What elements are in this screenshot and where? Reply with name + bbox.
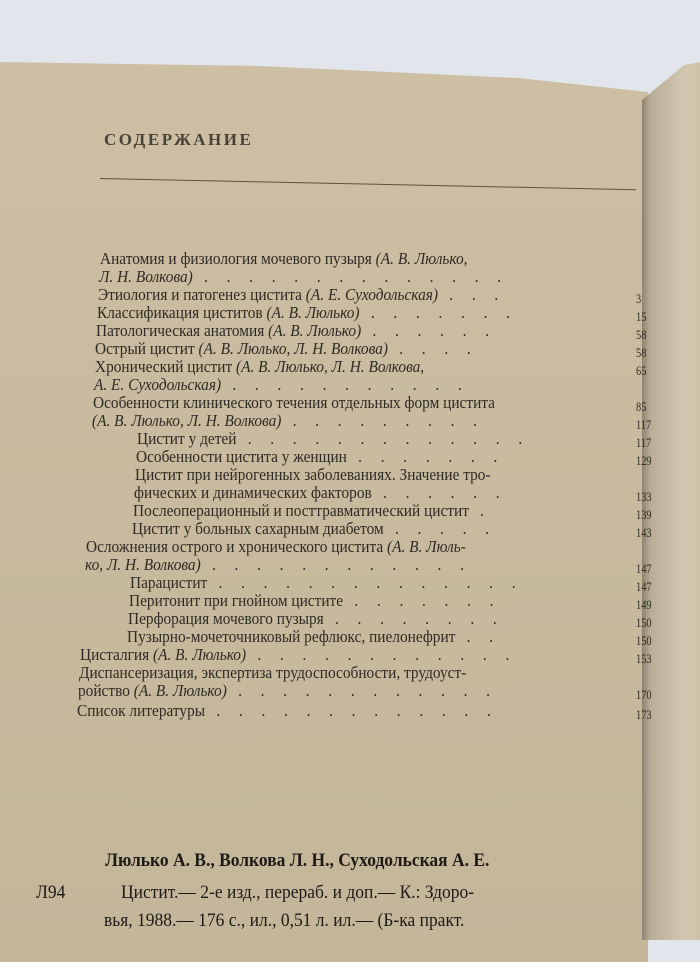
- toc-line: [127, 628, 501, 646]
- page-number: 129: [636, 453, 652, 468]
- toc-line: [77, 702, 498, 720]
- leader-dots: . . . .: [387, 339, 479, 358]
- leader-dots: . . . . .: [383, 519, 497, 538]
- page-number: 117: [636, 435, 652, 450]
- leader-dots: . . . . . . . . . . . .: [246, 645, 517, 664]
- page-number: 3: [636, 291, 642, 306]
- entry-author: (А. Е. Суходольская): [305, 285, 439, 304]
- toc-line: [95, 340, 478, 358]
- entry-title: Этиология и патогенез цистита: [98, 285, 306, 304]
- entry-title: Анатомия и физиология мочевого пузыря: [100, 249, 376, 268]
- toc-line: [78, 682, 497, 700]
- entry-title: Цистит при нейрогенных заболеваниях. Значение тро-: [135, 465, 491, 484]
- entry-title: Патологическая анатомия: [96, 321, 269, 340]
- leader-dots: . . . . . . .: [346, 447, 505, 466]
- toc-line: [128, 610, 504, 628]
- entry-title: ройство: [78, 681, 134, 700]
- bibliography-authors: Люлько А. В., Волкова Л. Н., Суходольская А. Е.: [105, 850, 490, 871]
- toc-line: [85, 556, 471, 574]
- toc-line: [99, 268, 509, 286]
- leader-dots: . . . . . . . . . . . . . .: [192, 267, 509, 286]
- entry-title: Острый цистит: [95, 339, 199, 358]
- entry-title: Классификация циститов: [97, 303, 267, 322]
- page-number: 85: [636, 399, 647, 414]
- leader-dots: . . . . . . . . .: [281, 411, 485, 430]
- page-number: 150: [636, 615, 652, 630]
- toc-line: [86, 538, 466, 556]
- entry-author: (А. В. Люлько, Л. Н. Волкова): [198, 339, 388, 358]
- entry-title: Осложнения острого и хронического цистита: [86, 537, 387, 556]
- toc-line: [80, 646, 517, 664]
- entry-title: Цистит у детей: [137, 429, 237, 448]
- toc-line: [94, 376, 469, 394]
- page-title: СОДЕРЖАНИЕ: [104, 130, 254, 149]
- page-number: 153: [636, 651, 652, 666]
- toc-line: [130, 574, 523, 592]
- leader-dots: . . . . . . . . . . . . .: [205, 701, 499, 720]
- leader-dots: . . .: [438, 285, 506, 304]
- entry-title: Цистит у больных сахарным диабетом: [132, 519, 384, 538]
- entry-title: Список литературы: [77, 701, 206, 720]
- entry-author: (А. В. Люлько): [153, 645, 247, 664]
- page-number: 15: [636, 309, 647, 324]
- toc-line: [93, 394, 495, 412]
- entry-author: А. Е. Суходольская): [94, 375, 222, 394]
- toc-line: [132, 520, 496, 538]
- leader-dots: . . . . . .: [371, 483, 508, 502]
- page-number: 150: [636, 633, 652, 648]
- toc-line: [134, 484, 507, 502]
- entry-author: (А. В. Люлько): [133, 681, 227, 700]
- entry-author: Л. Н. Волкова): [99, 267, 193, 286]
- page-number: 139: [636, 507, 652, 522]
- entry-author: (А. В. Люль-: [386, 537, 466, 556]
- page-number: 58: [636, 345, 647, 360]
- entry-title: Послеоперационный и посттравматический цистит: [133, 501, 469, 520]
- toc-line: [92, 412, 484, 430]
- page-number: 173: [636, 707, 652, 722]
- toc-line: [100, 250, 467, 268]
- toc-line: [137, 430, 530, 448]
- leader-dots: . .: [455, 627, 501, 646]
- page-number: 170: [636, 687, 652, 702]
- leader-dots: . . . . . .: [361, 321, 497, 340]
- page-number: 58: [636, 327, 647, 342]
- toc-line: [129, 592, 501, 610]
- bibliography-code: Л94: [36, 882, 66, 903]
- entry-author: (А. В. Люлько, Л. Н. Волкова): [92, 411, 282, 430]
- toc-line: [98, 286, 506, 304]
- toc-line: [96, 322, 496, 340]
- leader-dots: . . . . . . .: [343, 591, 501, 610]
- toc-line: [95, 358, 424, 376]
- bibliography-line-1: Цистит.— 2-е изд., перераб. и доп.— К.: Здоро-: [121, 882, 475, 903]
- page-number: 149: [636, 597, 652, 612]
- bibliography-line-2: вья, 1988.— 176 с., ил., 0,51 л. ил.— (Б-ка практ.: [104, 910, 465, 931]
- page-number: 65: [636, 363, 647, 378]
- leader-dots: . . . . . . . . . . . . . .: [207, 573, 523, 592]
- page-number: 143: [636, 525, 652, 540]
- page-number: 117: [636, 417, 652, 432]
- toc-line: [133, 502, 491, 520]
- entry-title: Особенности клинического течения отдельных форм цистита: [93, 393, 495, 412]
- entry-author: (А. В. Люлько): [268, 321, 362, 340]
- entry-title: Перфорация мочевого пузыря: [128, 609, 324, 628]
- page-number: 147: [636, 579, 652, 594]
- entry-title: Парацистит: [130, 573, 208, 592]
- toc-line: [135, 466, 491, 484]
- entry-title: Диспансеризация, экспертиза трудоспособности, трудоуст-: [79, 663, 467, 682]
- toc-line: [97, 304, 517, 322]
- entry-title: Особенности цистита у женщин: [136, 447, 347, 466]
- entry-title: Цисталгия: [80, 645, 154, 664]
- entry-author: ко, Л. Н. Волкова): [85, 555, 201, 574]
- leader-dots: . . . . . . . . . . . . .: [236, 429, 530, 448]
- entry-author: (А. В. Люлько): [266, 303, 360, 322]
- toc-line: [136, 448, 505, 466]
- entry-title: фических и динамических факторов: [134, 483, 372, 502]
- entry-author: (А. В. Люлько, Л. Н. Волкова,: [235, 357, 425, 376]
- leader-dots: . . . . . . . . . . . .: [200, 555, 472, 574]
- entry-title: Пузырно-мочеточниковый рефлюкс, пиелонефрит: [127, 627, 456, 646]
- leader-dots: . . . . . . .: [359, 303, 518, 322]
- leader-dots: . . . . . . . .: [323, 609, 505, 628]
- page-number: 133: [636, 489, 652, 504]
- entry-title: Хронический цистит: [95, 357, 236, 376]
- toc-line: [79, 664, 466, 682]
- leader-dots: . . . . . . . . . . .: [221, 375, 470, 394]
- page-number: 147: [636, 561, 652, 576]
- leader-dots: . . . . . . . . . . . .: [226, 681, 498, 700]
- entry-author: (А. В. Люлько,: [375, 249, 468, 268]
- entry-title: Перитонит при гнойном цистите: [129, 591, 344, 610]
- leader-dots: .: [468, 501, 492, 520]
